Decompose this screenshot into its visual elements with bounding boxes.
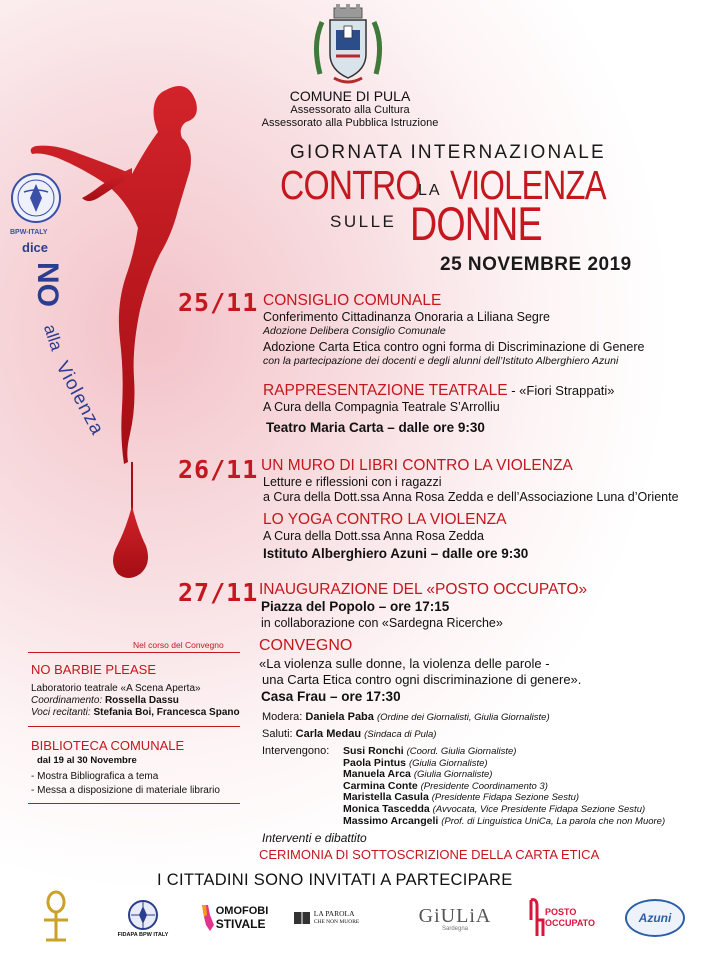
side-alla: alla (39, 322, 67, 354)
biblioteca-dates: dal 19 al 30 Novembre (37, 755, 137, 766)
speakers-list (343, 746, 665, 827)
consiglio-line2: Adozione Delibera Consiglio Comunale (263, 325, 446, 337)
posto-occupato-logo (520, 892, 600, 944)
interventi-label: Interventi e dibattito (262, 831, 367, 845)
speaker-role: (Presidente Fidapa Sezione Sestu) (431, 792, 580, 804)
coord-label: Coordinamento: (31, 695, 103, 706)
assessorato-istruzione: Assessorato alla Pubblica Istruzione (261, 117, 439, 129)
saluti-role: (Sindaca di Pula) (364, 729, 437, 740)
yoga-line1: A Cura della Dott.ssa Anna Rosa Zedda (263, 529, 484, 543)
speaker-name: Monica Tascedda (343, 802, 430, 815)
yoga-place: Istituto Alberghiero Azuni – dalle ore 9:30 (263, 546, 529, 561)
saluti-label: Saluti: (262, 728, 293, 740)
comune-title: COMUNE DI PULA (289, 88, 411, 104)
muro-line1: Letture e riflessioni con i ragazzi (263, 475, 442, 489)
dice-label: dice (22, 240, 49, 255)
modera-label: Modera: (262, 711, 303, 723)
omofobi-text: OMOFOBI (215, 905, 269, 917)
voci-names: Stefania Boi, Francesca Spano (93, 707, 240, 718)
speaker-role: (Presidente Coordinamento 3) (420, 780, 548, 792)
teatro-subtitle: - «Fiori Strappati» (507, 383, 615, 398)
coord-name: Rossella Dassu (104, 695, 179, 706)
azuni-text: Azuni (638, 911, 672, 925)
assessorato-cultura: Assessorato alla Cultura (290, 104, 410, 116)
muro-line2: a Cura della Dott.ssa Anna Rosa Zedda e dell’Associazione Luna d’Oriente (263, 490, 679, 504)
italy-boot-icon (198, 903, 216, 933)
speaker-role: (Prof. di Linguistica UniCa, La parola che non Muore) (441, 815, 666, 827)
teatro-place: Teatro Maria Carta – dalle (266, 420, 430, 435)
convegno-place: Casa Frau – ore 17:30 (261, 689, 401, 704)
speaker-role: (Giulia Giornaliste) (408, 757, 488, 769)
fidapa-globe-icon (126, 898, 160, 932)
giornata-title: GIORNATA INTERNAZIONALE (290, 142, 606, 163)
speaker-name: Carmina Conte (343, 779, 418, 792)
che-non-muore-text: CHE NON MUORE (313, 919, 360, 925)
barbie-title: NO BARBIE PLEASE (31, 662, 156, 677)
muro-title: UN MURO DI LIBRI CONTRO LA VIOLENZA (261, 457, 573, 474)
convegno-title: CONVEGNO (259, 637, 353, 654)
ankh-logo-icon (38, 890, 74, 946)
occupato-text: OCCUPATO (544, 918, 595, 928)
la-parola-logo (290, 892, 362, 944)
speaker-name: Paola Pintus (343, 756, 407, 769)
nel-corso-label: Nel corso del Convegno (133, 640, 224, 650)
event-date: 25 NOVEMBRE 2019 (440, 254, 632, 275)
la-parola-text: LA PAROLA (313, 909, 355, 918)
side-violenza: Violenza (51, 358, 108, 439)
fidapa-logo (108, 892, 178, 944)
biblioteca-line1: - Mostra Bibliografica a tema (31, 771, 159, 782)
stivale-text: STIVALE (215, 917, 266, 931)
modera-role: (Ordine dei Giornalisti, Giulia Giornaliste) (376, 712, 550, 723)
speaker-role: (Avvocata, Vice Presidente Fidapa Sezione Sestu) (432, 803, 646, 815)
speaker-name: Maristella Casula (343, 791, 429, 804)
inaugurazione-title: INAUGURAZIONE DEL «POSTO OCCUPATO» (259, 581, 588, 598)
modera-name: Daniela Paba (305, 711, 374, 723)
giulia-sub: Sardegna (441, 925, 469, 932)
donne-word: DONNE (410, 197, 542, 250)
speaker-row (343, 816, 665, 828)
violenza-word: VIOLENZA (450, 162, 606, 208)
chair-icon (525, 898, 545, 938)
fidapa-label: FIDAPA BPW ITALY (117, 932, 169, 938)
speaker-role: (Giulia Giornaliste) (413, 769, 493, 781)
biblioteca-line2: - Messa a disposizione di materiale librario (31, 785, 220, 796)
biblioteca-title: BIBLIOTECA COMUNALE (31, 738, 185, 753)
side-no: NO (31, 262, 64, 307)
convegno-quote2: una Carta Etica contro ogni discriminazione di genere». (262, 672, 582, 687)
teatro-line1: A Cura della Compagnia Teatrale S’Arrolliu (263, 400, 500, 414)
azuni-logo (624, 892, 686, 944)
date-26-11: 26/11 (178, 455, 259, 484)
coat-of-arms-icon (310, 4, 386, 88)
convegno-quote1: «La violenza sulle donne, la violenza delle parole - (259, 656, 550, 671)
left-box-divider (28, 726, 240, 727)
bpw-label: BPW-ITALY (10, 229, 48, 236)
speaker-name: Susi Ronchi (343, 745, 404, 757)
posto-text: POSTO (544, 907, 577, 917)
speaker-name: Manuela Arca (343, 768, 411, 781)
bpw-italy-badge-icon (8, 168, 68, 230)
speaker-name: Massimo Arcangeli (343, 814, 439, 827)
date-25-11: 25/11 (178, 288, 259, 317)
invito-title: I CITTADINI SONO INVITATI A PARTECIPARE (157, 871, 513, 889)
date-27-11: 27/11 (178, 578, 259, 607)
teatro-title: RAPPRESENTAZIONE TEATRALE (263, 382, 508, 399)
sulle-word: SULLE (330, 212, 397, 231)
left-box-divider (28, 803, 240, 804)
giulia-logo (414, 892, 496, 944)
cerimonia-title: CERIMONIA DI SOTTOSCRIZIONE DELLA CARTA ETICA (259, 847, 600, 862)
inaugurazione-place: Piazza del Popolo – ore 17:15 (261, 599, 450, 614)
saluti-name: Carla Medau (295, 728, 362, 740)
intervengono-label: Intervengono: (262, 745, 330, 757)
giulia-text: GiULiA (418, 904, 492, 927)
speaker-role: (Coord. Giulia Giornaliste) (406, 746, 517, 757)
book-icon (293, 910, 311, 926)
la-word: LA (418, 182, 442, 199)
consiglio-line3: Adozione Carta Etica contro ogni forma di Discriminazione di Genere (263, 340, 645, 354)
omofobi-logo (196, 892, 270, 944)
inaugurazione-line1: in collaborazione con «Sardegna Ricerche» (261, 616, 503, 630)
consiglio-title: CONSIGLIO COMUNALE (263, 292, 442, 309)
consiglio-line4: con la partecipazione dei docenti e degli alunni dell’Istituto Alberghiero Azuni (263, 355, 619, 367)
yoga-title: LO YOGA CONTRO LA VIOLENZA (263, 511, 507, 528)
contro-word: CONTRO (280, 162, 421, 208)
barbie-line1: Laboratorio teatrale «A Scena Aperta» (31, 683, 201, 694)
teatro-time: ore 9:30 (429, 420, 485, 435)
consiglio-line1: Conferimento Cittadinanza Onoraria a Liliana Segre (263, 310, 550, 324)
left-box-divider (28, 652, 240, 653)
voci-label: Voci recitanti: (31, 707, 91, 718)
